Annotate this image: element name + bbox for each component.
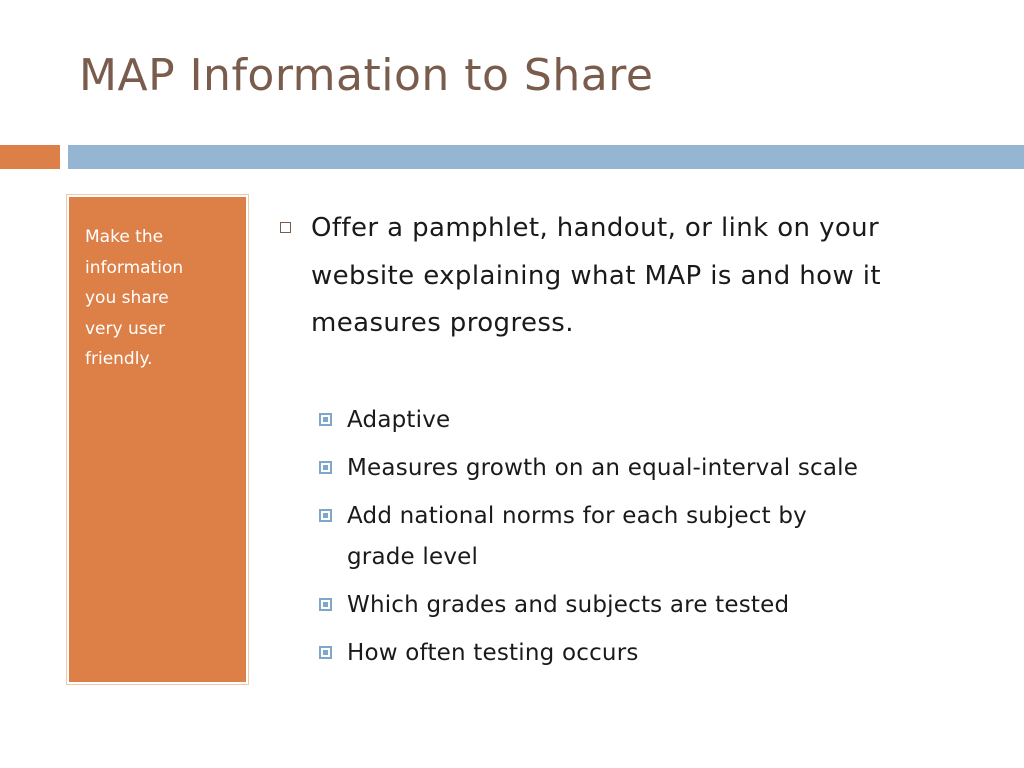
boxed-square-bullet-icon	[319, 598, 332, 611]
accent-bar-orange	[0, 145, 60, 169]
slide-content	[280, 205, 980, 681]
sub-bullet-text: How often testing occurs	[347, 639, 639, 666]
side-note-text: Make the information you share very user friendly.	[85, 227, 184, 369]
sub-bullet-item	[280, 633, 980, 674]
sub-bullet-list	[280, 400, 980, 674]
sub-bullet-item	[280, 585, 980, 626]
sub-bullet-text: Measures growth on an equal-interval scale	[347, 454, 859, 481]
main-bullet-text: Offer a pamphlet, handout, or link on your website explaining what MAP is and how it measures progress.	[311, 213, 881, 338]
sub-bullet-text: Which grades and subjects are tested	[347, 591, 790, 618]
main-bullet-item	[280, 205, 980, 348]
boxed-square-bullet-icon	[319, 461, 332, 474]
boxed-square-bullet-icon	[319, 509, 332, 522]
side-note-panel-fill	[69, 197, 246, 682]
sub-bullet-item	[280, 400, 980, 441]
boxed-square-bullet-icon	[319, 413, 332, 426]
sub-bullet-text: Add national norms for each subject by grade level	[347, 502, 807, 570]
hollow-square-bullet-icon	[280, 222, 291, 233]
boxed-square-bullet-icon	[319, 646, 332, 659]
sub-bullet-text: Adaptive	[347, 406, 451, 433]
sub-bullet-item	[280, 496, 980, 578]
accent-bar-blue	[68, 145, 1024, 169]
sub-bullet-item	[280, 448, 980, 489]
side-note-panel	[66, 194, 249, 685]
slide-title: MAP Information to Share	[79, 50, 654, 101]
